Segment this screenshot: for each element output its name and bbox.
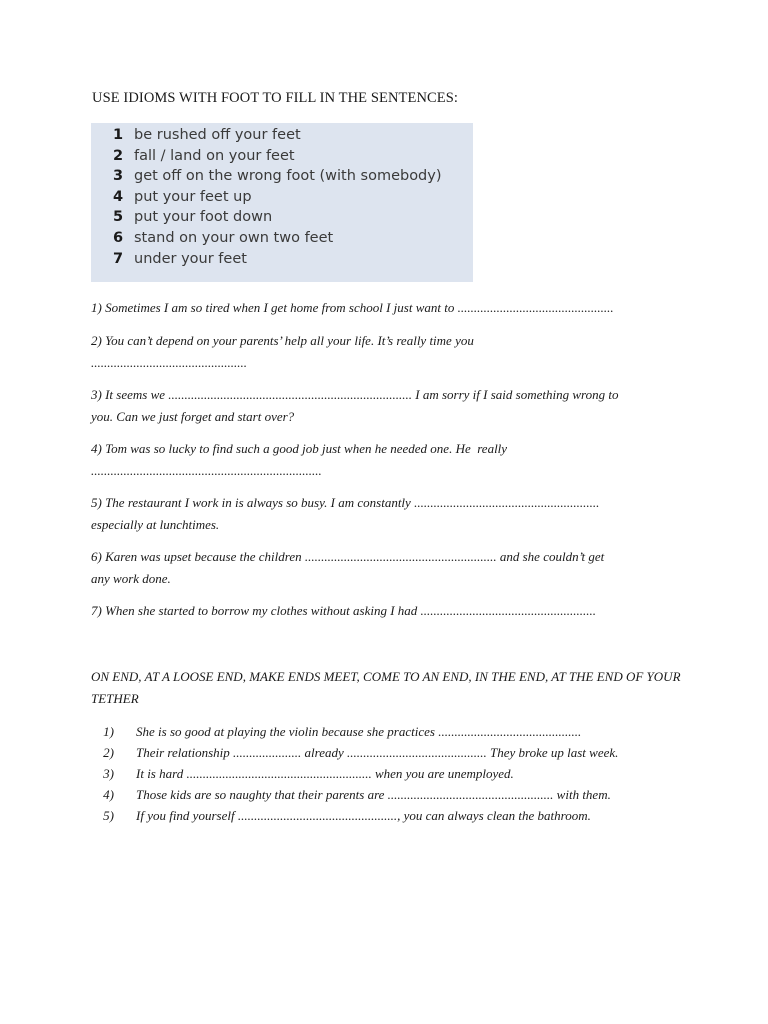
exercise-sentence: 7) When she started to borrow my clothes without asking I had ...................................................... <box>91 603 597 618</box>
list-item <box>91 721 681 742</box>
exercise-sentence: 6) Karen was upset because the children ........................................................... and she couldn’t get any work done. <box>91 549 605 586</box>
idiom-item <box>113 127 301 143</box>
page-title: USE IDIOMS WITH FOOT TO FILL IN THE SENTENCES: <box>92 90 459 106</box>
list-item <box>91 784 681 805</box>
exercise-sentence: 5) The restaurant I work in is always so busy. I am constantly ......................................................... especially at lunchtimes. <box>91 495 600 532</box>
section-heading: ON END, AT A LOOSE END, MAKE ENDS MEET, COME TO AN END, IN THE END, AT THE END OF YOUR TETHER <box>91 669 681 706</box>
idiom-number: 4 <box>113 189 124 205</box>
exercise-sentence: 4) Tom was so lucky to find such a good job just when he needed one. He really ....................................................................... <box>91 441 508 478</box>
idiom-item <box>113 148 295 164</box>
idiom-text: put your foot down <box>134 209 273 225</box>
list-item <box>91 805 681 826</box>
list-number: 4) <box>103 787 114 802</box>
idiom-number: 7 <box>113 251 124 267</box>
idiom-item <box>113 251 247 267</box>
idiom-text: be rushed off your feet <box>134 127 301 143</box>
list-text: Those kids are so naughty that their parents are ................................................... with them. <box>136 787 611 802</box>
idiom-number: 5 <box>113 209 124 225</box>
idiom-number: 6 <box>113 230 124 246</box>
list-item <box>91 742 681 763</box>
idiom-item <box>113 230 333 246</box>
list-text: If you find yourself ................................................., you can always clean the bathroom. <box>136 808 591 823</box>
idiom-text: put your feet up <box>134 189 252 205</box>
list-number: 2) <box>103 745 114 760</box>
exercise-sentence: 3) It seems we ........................................................................... I am sorry if I said something wrong to you. Can we just forget and start over? <box>91 387 619 424</box>
list-text: She is so good at playing the violin because she practices ............................................ <box>136 724 582 739</box>
idiom-number: 3 <box>113 168 124 184</box>
list-number: 1) <box>103 724 114 739</box>
idiom-item <box>113 168 442 184</box>
idiom-text: fall / land on your feet <box>134 148 295 164</box>
exercise-sentence: 1) Sometimes I am so tired when I get home from school I just want to ................................................ <box>91 300 614 315</box>
exercise-sentence: 2) You can’t depend on your parents’ help all your life. It’s really time you ................................................ <box>91 333 474 370</box>
list-number: 5) <box>103 808 114 823</box>
idiom-item <box>113 209 272 225</box>
idiom-text: get off on the wrong foot (with somebody) <box>134 168 442 184</box>
list-text: It is hard ......................................................... when you are unemployed. <box>136 766 514 781</box>
idiom-item <box>113 189 252 205</box>
list-text: Their relationship ..................... already ........................................... They broke up last week. <box>136 745 619 760</box>
idiom-list-box <box>91 123 473 282</box>
list-item <box>91 763 681 784</box>
idiom-text: under your feet <box>134 251 247 267</box>
idiom-number: 1 <box>113 127 124 143</box>
list-number: 3) <box>103 766 114 781</box>
idiom-number: 2 <box>113 148 124 164</box>
idiom-text: stand on your own two feet <box>134 230 334 246</box>
